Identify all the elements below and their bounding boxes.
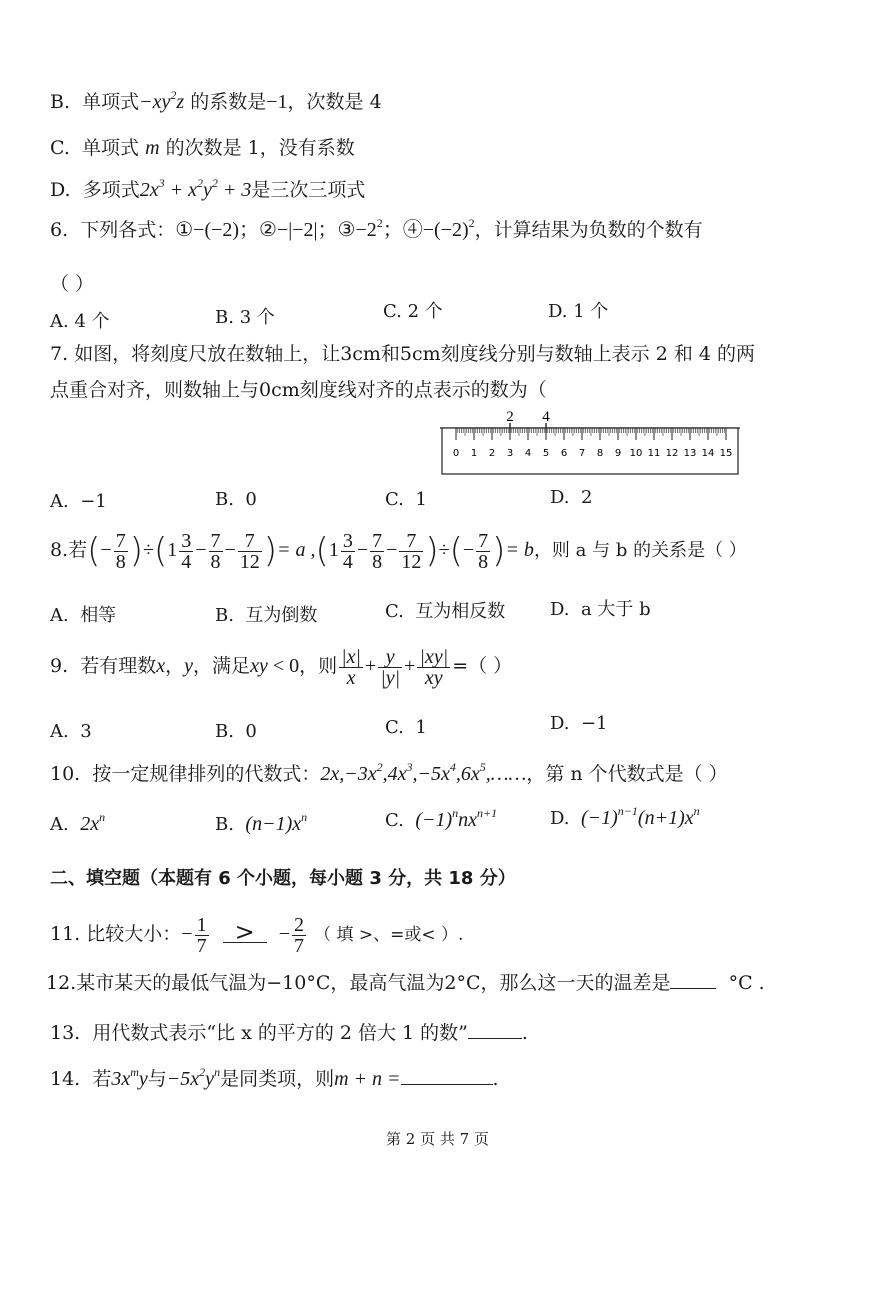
q13-answer-blank[interactable] xyxy=(468,1020,522,1039)
fraction: $\frac{3}{4}$ xyxy=(181,529,192,573)
q8-option-b: B. 互为倒数 xyxy=(215,605,318,626)
ruler-label: 14 xyxy=(701,448,715,459)
q12-answer-blank[interactable] xyxy=(670,970,716,989)
fraction: $\frac{1}{7}$ xyxy=(196,913,207,957)
question-13: 13. 用代数式表示“比 x 的平方的 2 倍大 1 的数” . xyxy=(50,1022,528,1044)
q10-option-a: A. $2x^n$ xyxy=(50,810,106,835)
ruler-label: 12 xyxy=(665,448,679,459)
q10-option-b: B. $(n-1)x^n$ xyxy=(215,810,308,835)
ruler-label: 1 xyxy=(470,448,478,459)
fraction: $\frac{y}{|y|}$ xyxy=(380,645,401,689)
fraction: $\frac{|xy|}{xy}$ xyxy=(419,645,449,689)
q10-option-c: C. $(-1)^nnx^{n+1}$ xyxy=(385,806,498,831)
ruler-label: 11 xyxy=(647,448,661,459)
q7-option-b: B. 0 xyxy=(215,489,257,510)
question-6: 6. 下列各式：①−(−2)；②−|−2|；$③-2^2$；$④-(-2)^2$，计算结果为负数的个数有 xyxy=(50,216,703,241)
fraction: $\frac{2}{7}$ xyxy=(294,913,305,957)
ruler-label: 3 xyxy=(506,448,514,459)
fraction: $\frac{|x|}{x}$ xyxy=(341,645,361,689)
ruler-label: 15 xyxy=(719,448,733,459)
ruler-label: 9 xyxy=(614,448,622,459)
axis-label-4: 4 xyxy=(542,409,550,425)
fraction: $\frac{7}{8}$ xyxy=(210,529,221,573)
q5-option-c: C. 单项式 m 的次数是 1，没有系数 xyxy=(50,137,355,159)
question-11: 11. 比较大小：− $\frac{1}{7}$ > − $\frac{2}{7}$ （ 填 >、=或< ）. xyxy=(50,913,464,957)
ruler-label: 4 xyxy=(524,448,532,459)
q7-option-a: A. −1 xyxy=(50,491,107,512)
q10-option-d: D. $(-1)^{n-1}(n+1)x^n$ xyxy=(550,804,700,829)
ruler-label: 10 xyxy=(629,448,643,459)
q7-option-c: C. 1 xyxy=(385,489,427,510)
question-14: 14. 若$3x^my$与$-5x^2y^n$是同类项，则m + n = . xyxy=(50,1065,499,1090)
ruler-label: 13 xyxy=(683,448,697,459)
q6-option-d: D. 1 个 xyxy=(548,301,609,322)
fraction: $\frac{7}{8}$ xyxy=(115,529,126,573)
q5-option-d: D. 多项式$2x^3 + x^2y^2 + 3$是三次三项式 xyxy=(50,176,366,201)
question-10: 10. 按一定规律排列的代数式：$2x,-3x^2,4x^3,-5x^4,6x^5,\dots\dots$，第 n 个代数式是（ ） xyxy=(50,760,728,785)
q9-option-c: C. 1 xyxy=(385,717,427,738)
fraction: $\frac{3}{4}$ xyxy=(342,529,353,573)
q6-option-c: C. 2 个 xyxy=(383,301,443,322)
axis-label-2: 2 xyxy=(506,409,514,425)
fraction: $\frac{7}{12}$ xyxy=(401,529,422,573)
q8-option-c: C. 互为相反数 xyxy=(385,601,506,622)
q9-option-d: D. −1 xyxy=(550,713,608,734)
q8-option-d: D. a 大于 b xyxy=(550,599,651,620)
question-12: 12.某市某天的最低气温为−10°C，最高气温为2°C，那么这一天的温差是 °C . xyxy=(46,972,765,994)
q6-option-b: B. 3 个 xyxy=(215,307,275,328)
ruler-label: 5 xyxy=(542,448,550,459)
q14-answer-blank[interactable] xyxy=(401,1066,493,1085)
q7-option-d: D. 2 xyxy=(550,487,593,508)
fraction: $\frac{7}{8}$ xyxy=(478,529,489,573)
fraction: $\frac{7}{12}$ xyxy=(239,529,260,573)
ruler-label: 8 xyxy=(596,448,604,459)
ruler-label: 6 xyxy=(560,448,568,459)
monomial-expression: $-xy^2z$ xyxy=(139,88,185,113)
fraction: $\frac{7}{8}$ xyxy=(372,529,383,573)
ruler-figure xyxy=(440,404,750,480)
question-8: 8.若(− $\frac{7}{8}$ )÷(1 $\frac{3}{4}$ − $\frac{7}{8}$ − $\frac{7}{12}$ )= a ,(1 $\frac{3}{4}$ − $\frac{7}{8}$ − $\frac{7}{12}$ )÷(− $\frac{7}{8}$ )= b，则 a 与 b 的关系是（ ） xyxy=(50,529,747,573)
q5-option-b: B. 单项式$-xy^2z$ 的系数是−1，次数是 4 xyxy=(50,88,382,113)
q9-option-b: B. 0 xyxy=(215,721,257,742)
q6-option-a: A. 4 个 xyxy=(50,311,110,332)
q11-answer-blank[interactable]: > xyxy=(223,924,267,943)
question-7-line-2: 点重合对齐，则数轴上与0cm刻度线对齐的点表示的数为（ xyxy=(50,379,547,401)
sequence-expression: $2x,-3x^2,4x^3,-5x^4,6x^5,\dots\dots$ xyxy=(320,760,527,785)
ruler-label: 7 xyxy=(578,448,586,459)
q6-expressions: ①−(−2)；②−|−2|；$③-2^2$；$④-(-2)^2$ xyxy=(175,216,475,241)
question-7-line-1: 7. 如图，将刻度尺放在数轴上，让3cm和5cm刻度线分别与数轴上表示 2 和 4 的两 xyxy=(50,343,756,365)
q6-answer-paren: （ ） xyxy=(50,273,95,295)
section-2-heading: 二、填空题（本题有 6 个小题，每小题 3 分，共 18 分） xyxy=(50,868,516,889)
page-footer: 第 2 页 共 7 页 xyxy=(386,1130,489,1148)
ruler-label: 0 xyxy=(452,448,460,459)
q9-option-a: A. 3 xyxy=(50,721,92,742)
ruler-label: 2 xyxy=(488,448,496,459)
polynomial-expression: $2x^3 + x^2y^2 + 3$ xyxy=(139,176,252,201)
q8-option-a: A. 相等 xyxy=(50,605,117,626)
question-9: 9. 若有理数x，y，满足xy < 0，则 $\frac{|x|}{x}$ + $\frac{y}{|y|}$ + $\frac{|xy|}{xy}$ =（ ） xyxy=(50,645,513,689)
